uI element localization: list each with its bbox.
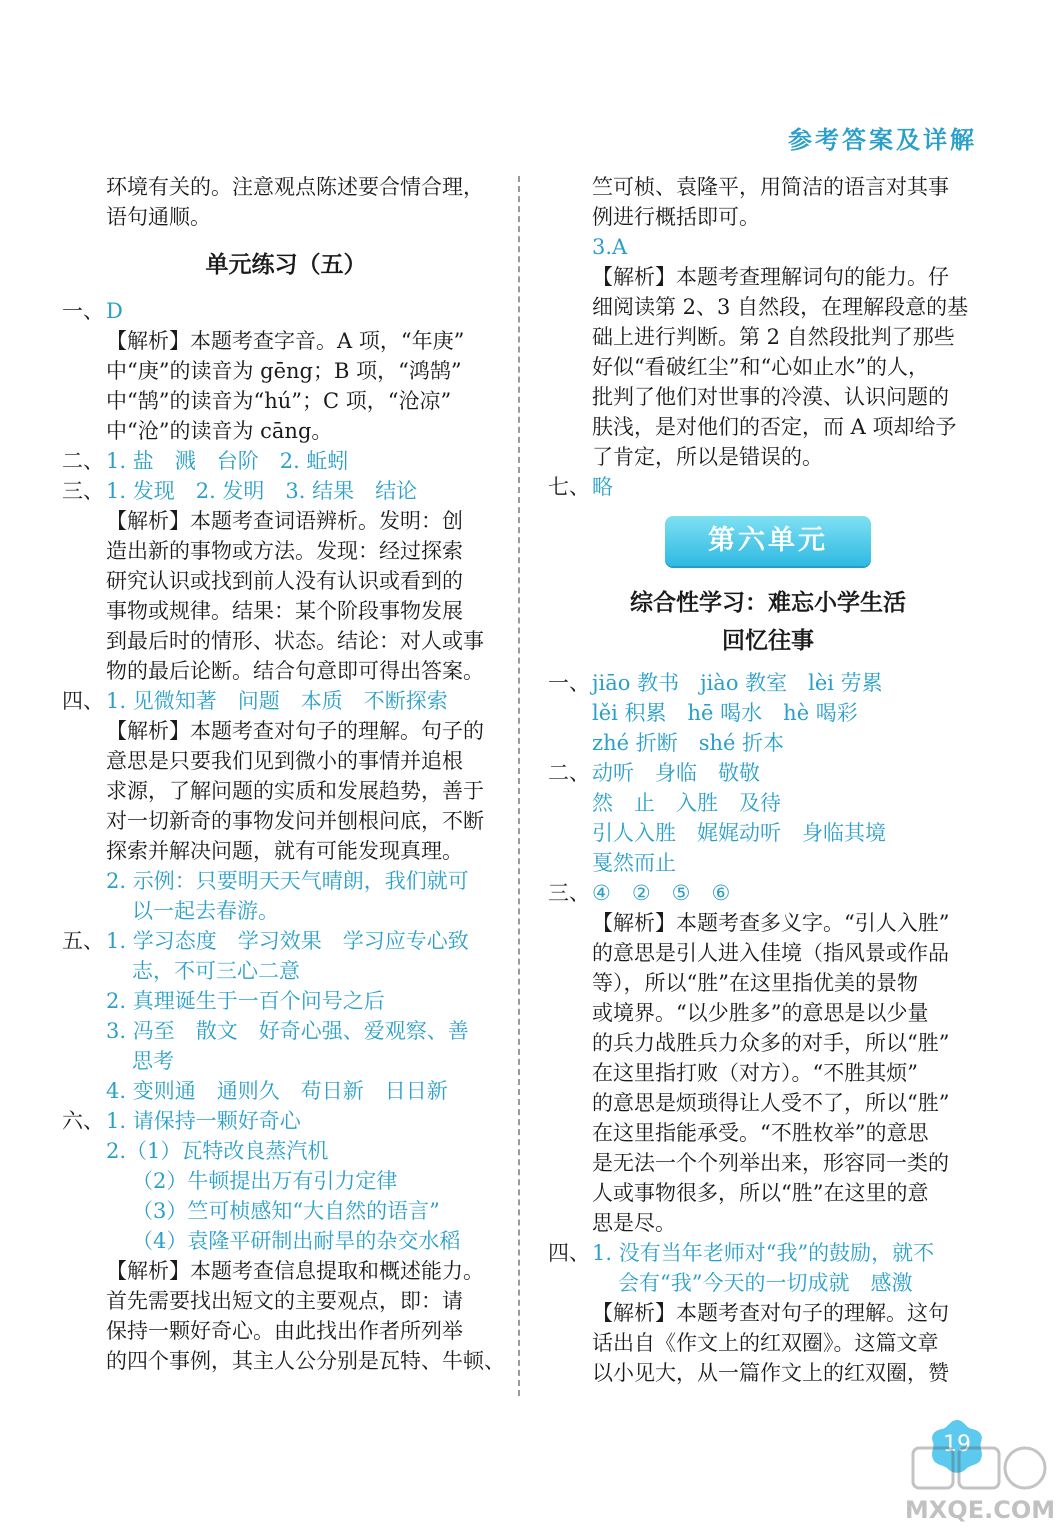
text-line (62, 1046, 510, 1076)
explanation-text: 中“庚”的读音为 gēng；B 项，“鸿鹄” (106, 359, 462, 383)
text-line (548, 1058, 988, 1088)
explanation-text: 批判了他们对世事的冷漠、认识问题的 (592, 385, 949, 409)
answer-text: 1. 发现 2. 发明 3. 结果 结论 (106, 479, 418, 503)
spacer (548, 576, 988, 588)
text-line (548, 848, 988, 878)
text-line (548, 1178, 988, 1208)
text-line (62, 866, 510, 896)
text-line (62, 656, 510, 686)
explanation-text: 【解析】本题考查理解词句的能力。仔 (592, 265, 949, 289)
header-title: 参考答案及详解 (788, 126, 977, 154)
explanation-text: 中“鹄”的读音为“hú”；C 项，“沧凉” (106, 389, 452, 413)
text-line (548, 1328, 988, 1358)
question-number: 二、 (62, 449, 104, 473)
answer-text: lěi 积累 hē 喝水 hè 喝彩 (592, 701, 858, 725)
explanation-text: 是无法一个个列举出来，形容同一类的 (592, 1151, 949, 1175)
answer-text: 4. 变则通 通则久 苟日新 日日新 (106, 1079, 448, 1103)
explanation-text: 了肯定，所以是错误的。 (592, 445, 823, 469)
explanation-text: 人或事物很多，所以“胜”在这里的意 (592, 1181, 929, 1205)
answer-text: 2. 真理诞生于一百个问号之后 (106, 989, 385, 1013)
text-line (62, 1196, 510, 1226)
text-line (548, 352, 988, 382)
text-line (62, 1076, 510, 1106)
answer-text: 1. 学习态度 学习效果 学习应专心致 (106, 929, 469, 953)
text-line (62, 806, 510, 836)
answer-text: （2）牛顿提出万有引力定律 (132, 1169, 398, 1193)
spacer (548, 656, 988, 668)
answer-text: 1. 请保持一颗好奇心 (106, 1109, 301, 1133)
explanation-text: 造出新的事物或方法。发现：经过探索 (106, 539, 463, 563)
explanation-text: 意思是只要我们见到微小的事情并追根 (106, 749, 463, 773)
explanation-text: 思是尽。 (592, 1211, 676, 1235)
text-line (548, 1208, 988, 1238)
answer-text: jiāo 教书 jiào 教室 lèi 劳累 (592, 671, 883, 695)
explanation-text: 事物或规律。结果：某个阶段事物发展 (106, 599, 463, 623)
explanation-text: 语句通顺。 (106, 205, 211, 229)
explanation-text: 求源，了解问题的实质和发展趋势，善于 (106, 779, 484, 803)
explanation-text: 【解析】本题考查对句子的理解。句子的 (106, 719, 484, 743)
answer-text: 以一起去春游。 (132, 899, 279, 923)
text-line (62, 566, 510, 596)
text-line (62, 326, 510, 356)
answer-text: zhé 折断 shé 折本 (592, 731, 785, 755)
text-line (548, 938, 988, 968)
answer-text: （4）袁隆平研制出耐旱的杂交水稻 (132, 1229, 461, 1253)
explanation-text: 的意思是引人进入佳境（指风景或作品 (592, 941, 949, 965)
text-line (548, 412, 988, 442)
question-line (62, 446, 510, 476)
answer-text: 3. 冯至 散文 好奇心强、爱观察、善 (106, 1019, 469, 1043)
answer-text: （3）竺可桢感知“大自然的语言” (132, 1199, 440, 1223)
question-line (62, 926, 510, 956)
left-column (62, 172, 510, 1376)
question-number: 三、 (62, 479, 104, 503)
text-line (62, 1016, 510, 1046)
spacer (62, 232, 510, 250)
answer-text: 引人入胜 娓娓动听 身临其境 (592, 821, 886, 845)
explanation-text: 探索并解决问题，就有可能发现真理。 (106, 839, 463, 863)
text-line (548, 998, 988, 1028)
page-number: 19 (943, 1432, 971, 1457)
explanation-text: 首先需要找出短文的主要观点，即：请 (106, 1289, 463, 1313)
explanation-text: 环境有关的。注意观点陈述要合情合理， (106, 175, 484, 199)
answer-text: 动听 身临 敬敬 (592, 761, 760, 785)
text-line (548, 262, 988, 292)
answer-text: 2.（1）瓦特改良蒸汽机 (106, 1139, 329, 1163)
column-divider (518, 176, 520, 1396)
question-line (548, 668, 988, 698)
explanation-text: 细阅读第 2、3 自然段，在理解段意的基 (592, 295, 969, 319)
question-line (62, 476, 510, 506)
question-number: 一、 (548, 671, 590, 695)
question-number: 三、 (548, 881, 590, 905)
answer-text: 2. 示例：只要明天天气晴朗，我们就可 (106, 869, 469, 893)
explanation-text: 【解析】本题考查对句子的理解。这句 (592, 1301, 949, 1325)
right-column (548, 172, 988, 1388)
spacer (548, 618, 988, 626)
answer-text: 3.A (592, 235, 628, 259)
text-line (62, 386, 510, 416)
text-line (62, 506, 510, 536)
text-line (62, 1226, 510, 1256)
explanation-text: 【解析】本题考查多义字。“引人入胜” (592, 911, 950, 935)
text-line (62, 172, 510, 202)
text-line (548, 1088, 988, 1118)
explanation-text: 研究认识或找到前人没有认识或看到的 (106, 569, 463, 593)
answer-text: 略 (592, 475, 613, 499)
text-line (548, 788, 988, 818)
explanation-text: 【解析】本题考查词语辨析。发明：创 (106, 509, 463, 533)
explanation-text: 以小见大，从一篇作文上的红双圈，赞 (592, 1361, 949, 1385)
section-heading: 综合性学习：难忘小学生活 (630, 590, 906, 616)
explanation-text: 础上进行判断。第 2 自然段批判了那些 (592, 325, 955, 349)
question-number: 二、 (548, 761, 590, 785)
text-line (62, 1256, 510, 1286)
text-line (62, 1346, 510, 1376)
explanation-text: 例进行概括即可。 (592, 205, 760, 229)
answer-text: 戛然而止 (592, 851, 676, 875)
explanation-text: 物的最后论断。结合句意即可得出答案。 (106, 659, 484, 683)
explanation-text: 【解析】本题考查信息提取和概述能力。 (106, 1259, 484, 1283)
explanation-text: 的意思是烦琐得让人受不了，所以“胜” (592, 1091, 950, 1115)
text-line (548, 1298, 988, 1328)
explanation-text: 竺可桢、袁隆平，用简洁的语言对其事 (592, 175, 949, 199)
text-line (62, 986, 510, 1016)
text-line (62, 1136, 510, 1166)
section-heading: 回忆往事 (722, 628, 814, 654)
text-line (62, 1166, 510, 1196)
question-number: 一、 (62, 299, 104, 323)
question-number: 六、 (62, 1109, 104, 1133)
question-line (62, 296, 510, 326)
section-heading: 单元练习（五） (205, 252, 367, 278)
explanation-text: 对一切新奇的事物发问并刨根问底，不断 (106, 809, 484, 833)
text-line (548, 202, 988, 232)
answer-text: 1. 见微知著 问题 本质 不断探索 (106, 689, 448, 713)
explanation-text: 在这里指打败（对方）。“不胜其烦” (592, 1061, 918, 1085)
question-line (548, 878, 988, 908)
explanation-text: 到最后时的情形、状态。结论：对人或事 (106, 629, 484, 653)
answer-text: 1. 没有当年老师对“我”的鼓励，就不 (592, 1241, 935, 1265)
text-line (62, 1286, 510, 1316)
answer-text: 1. 盐 溅 台阶 2. 蚯蚓 (106, 449, 349, 473)
explanation-text: 在这里指能承受。“不胜枚举”的意思 (592, 1121, 929, 1145)
text-line (62, 956, 510, 986)
answer-text: 思考 (132, 1049, 174, 1073)
text-line (548, 1118, 988, 1148)
question-line (548, 1238, 988, 1268)
explanation-text: 的四个事例，其主人公分别是瓦特、牛顿、 (106, 1349, 505, 1373)
text-line (62, 356, 510, 386)
text-line (62, 716, 510, 746)
question-line (62, 1106, 510, 1136)
answer-text: 会有“我”今天的一切成就 感激 (618, 1271, 913, 1295)
explanation-text: 保持一颗好奇心。由此找出作者所列举 (106, 1319, 463, 1343)
spacer (62, 280, 510, 296)
text-line (548, 728, 988, 758)
text-line (548, 382, 988, 412)
text-line (62, 596, 510, 626)
text-line (548, 908, 988, 938)
text-line (548, 818, 988, 848)
text-line (548, 322, 988, 352)
text-line (548, 698, 988, 728)
text-line (548, 292, 988, 322)
question-line (62, 686, 510, 716)
question-line (548, 758, 988, 788)
question-number: 四、 (548, 1241, 590, 1265)
text-line (548, 1028, 988, 1058)
explanation-text: 中“沧”的读音为 cāng。 (106, 419, 333, 443)
text-line (548, 172, 988, 202)
text-line (62, 626, 510, 656)
question-number: 七、 (548, 475, 590, 499)
question-number: 四、 (62, 689, 104, 713)
explanation-text: 话出自《作文上的红双圈》。这篇文章 (592, 1331, 939, 1355)
text-line (548, 1268, 988, 1298)
answer-text: 然 止 入胜 及待 (592, 791, 781, 815)
text-line (62, 416, 510, 446)
svg-text:MXQE.COM: MXQE.COM (905, 1496, 1055, 1524)
unit-banner: 第六单元 (665, 516, 871, 566)
text-line (62, 746, 510, 776)
text-line (62, 836, 510, 866)
explanation-text: 好似“看破红尘”和“心如止水”的人， (592, 355, 929, 379)
answer-text: D (106, 299, 123, 323)
text-line (62, 776, 510, 806)
text-line (62, 896, 510, 926)
question-number: 五、 (62, 929, 104, 953)
explanation-text: 【解析】本题考查字音。A 项，“年庚” (106, 329, 465, 353)
text-line (548, 232, 988, 262)
answer-text: 志，不可三心二意 (132, 959, 300, 983)
watermark-icon (905, 1444, 1055, 1532)
answer-text: ④ ② ⑤ ⑥ (592, 881, 731, 905)
text-line (548, 1148, 988, 1178)
explanation-text: 等），所以“胜”在这里指优美的景物 (592, 971, 918, 995)
text-line (548, 968, 988, 998)
text-line (62, 536, 510, 566)
text-line (62, 202, 510, 232)
explanation-text: 或境界。“以少胜多”的意思是以少量 (592, 1001, 929, 1025)
explanation-text: 肤浅，是对他们的否定，而 A 项却给予 (592, 415, 957, 439)
text-line (548, 442, 988, 472)
explanation-text: 的兵力战胜兵力众多的对手，所以“胜” (592, 1031, 950, 1055)
text-line (62, 1316, 510, 1346)
watermark-logo (905, 1444, 1055, 1532)
text-line (548, 1358, 988, 1388)
question-line (548, 472, 988, 502)
